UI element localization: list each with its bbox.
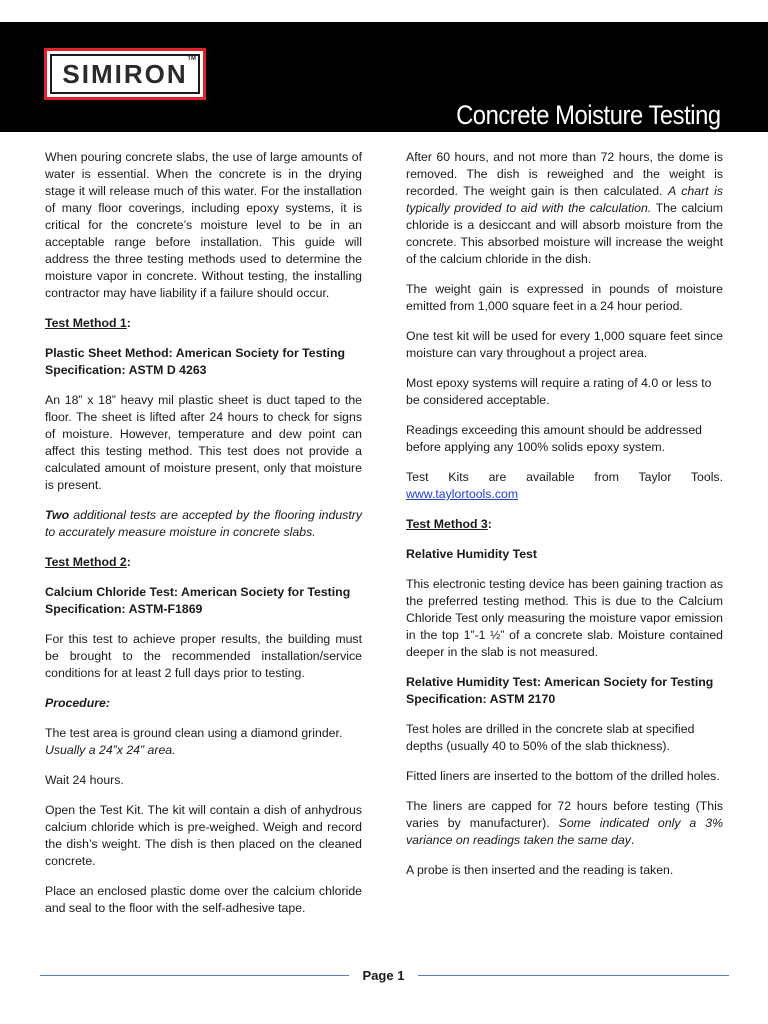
top-margin bbox=[0, 0, 768, 22]
results-paragraph: After 60 hours, and not more than 72 hours, the dome is removed. The dish is reweighed and the weight is recorded. The weight gain is then calculated. A chart is typically provided to aid with the calculation. The calcium chloride is a desiccant and will absorb moisture from the concrete. This absorbed moisture will increase the weight of the calcium chloride in the dish. bbox=[406, 150, 724, 266]
right-column bbox=[406, 149, 723, 892]
method1-heading: Test Method 1: bbox=[45, 316, 131, 330]
readings-paragraph: Readings exceeding this amount should be addressed before applying any 100% solids epoxy system. bbox=[406, 423, 703, 454]
page-number: Page 1 bbox=[362, 968, 405, 983]
two-tests-paragraph: Two additional tests are accepted by the flooring industry to accurately measure moisture in concrete slabs. bbox=[45, 508, 362, 539]
footer-rule-right bbox=[418, 975, 729, 976]
liners-paragraph: Fitted liners are inserted to the bottom of the drilled holes. bbox=[406, 769, 720, 783]
method1-body: An 18” x 18” heavy mil plastic sheet is duct taped to the floor. The sheet is lifted after 24 hours to check for signs of moisture. However, temperature and dew point can affect this testing method. This test does not provide a calculated amount of moisture present, only that moisture is present. bbox=[45, 393, 362, 492]
intro-paragraph: When pouring concrete slabs, the use of large amounts of water is essential. When the concrete is in the drying stage it will release much of this water. For the installation of many floor coverings, including epoxy systems, it is critical for the concrete’s moisture level to be in an acceptable range before installation. This guide will address the three testing methods used to determine the moisture vapor in concrete. Without testing, the installing contractor may have liability if a failure should occur. bbox=[45, 150, 362, 300]
test-kits-availability: Test Kits are available from Taylor Tools. www.taylortools.com bbox=[406, 470, 723, 501]
logo-text: SIMIRON bbox=[62, 58, 188, 89]
epoxy-rating-paragraph: Most epoxy systems will require a rating of 4.0 or less to be considered acceptable. bbox=[406, 376, 712, 407]
taylortools-link[interactable]: www.taylortools.com bbox=[406, 487, 519, 501]
procedure-step-4: Place an enclosed plastic dome over the calcium chloride and seal to the floor with the self-adhesive tape. bbox=[45, 884, 362, 915]
method2-body: For this test to achieve proper results, the building must be brought to the recommended installation/service conditions for at least 2 full days prior to testing. bbox=[45, 632, 362, 680]
left-column bbox=[45, 149, 362, 930]
method3-title: Relative Humidity Test: American Society for Testing Specification: ASTM 2170 bbox=[406, 675, 714, 706]
probe-paragraph: A probe is then inserted and the reading is taken. bbox=[406, 863, 674, 877]
method3-subtitle: Relative Humidity Test bbox=[406, 547, 537, 561]
simiron-logo bbox=[44, 48, 206, 100]
rh-description-paragraph: This electronic testing device has been gaining traction as the preferred testing method. This is due to the Calcium Chloride Test only measuring the moisture vapor emission in the top 1”-1 ½” of a concrete slab. Moisture contained deeper in the slab is not measured. bbox=[406, 577, 723, 659]
procedure-label: Procedure: bbox=[45, 696, 110, 710]
method3-heading: Test Method 3: bbox=[406, 517, 492, 531]
procedure-step-1: The test area is ground clean using a diamond grinder. Usually a 24”x 24” area. bbox=[45, 726, 343, 757]
method1-title: Plastic Sheet Method: American Society for Testing Specification: ASTM D 4263 bbox=[45, 346, 345, 377]
test-holes-paragraph: Test holes are drilled in the concrete slab at specified depths (usually 40 to 50% of the slab thickness). bbox=[406, 722, 695, 753]
method2-title: Calcium Chloride Test: American Society for Testing Specification: ASTM-F1869 bbox=[45, 585, 351, 616]
weight-gain-paragraph: The weight gain is expressed in pounds of moisture emitted from 1,000 square feet in a 24 hour period. bbox=[406, 282, 723, 313]
footer-rule-left bbox=[40, 975, 349, 976]
procedure-step-2: Wait 24 hours. bbox=[45, 773, 124, 787]
method2-heading: Test Method 2: bbox=[45, 555, 131, 569]
trademark-mark: TM bbox=[187, 56, 196, 62]
page-title: Concrete Moisture Testing bbox=[456, 100, 721, 130]
procedure-step-3: Open the Test Kit. The kit will contain a dish of anhydrous calcium chloride which is pre-weighed. Weigh and record the dish’s weight. The dish is then placed on the cleaned concrete. bbox=[45, 803, 362, 868]
capping-paragraph: The liners are capped for 72 hours before testing (This varies by manufacturer). Some indicated only a 3% variance on readings taken the same day. bbox=[406, 799, 724, 847]
page-header bbox=[0, 22, 768, 132]
test-kit-paragraph: One test kit will be used for every 1,000 square feet since moisture can vary throughout a project area. bbox=[406, 329, 723, 360]
